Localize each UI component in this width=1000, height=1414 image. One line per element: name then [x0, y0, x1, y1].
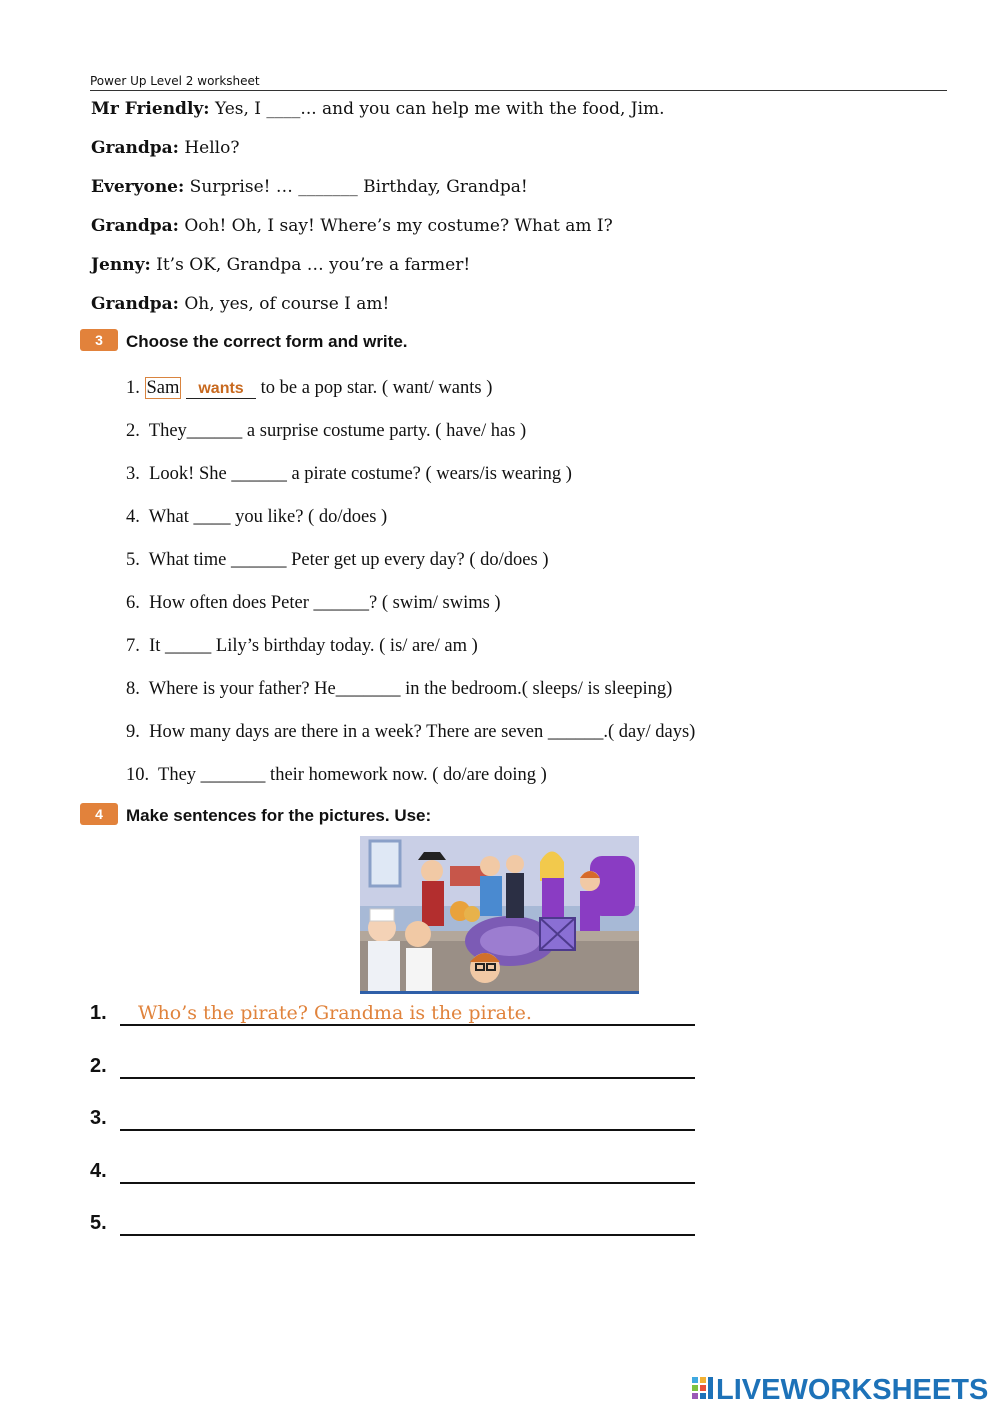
answer-rule[interactable] [120, 1182, 695, 1184]
task4-sentences [90, 1000, 710, 1263]
item-text: They _______ their homework now. ( do/are doing ) [149, 765, 547, 785]
liveworksheets-logo [692, 1374, 988, 1406]
exercise-item [126, 505, 826, 548]
line-text: Yes, I ____... and you can help me with the food, Jim. [209, 99, 665, 119]
item-number: 4. [126, 507, 140, 527]
exercise-item [126, 376, 826, 419]
speaker: Grandpa: [91, 294, 179, 314]
exercise-item [126, 634, 826, 677]
sentence-answer[interactable]: Who’s the pirate? Grandma is the pirate. [138, 1002, 532, 1024]
exercise-item [126, 720, 826, 763]
item-number: 6. [126, 593, 140, 613]
sentence-line [90, 1158, 710, 1211]
sentence-line [90, 1053, 710, 1106]
dialogue-block [91, 96, 951, 330]
sentence-number: 1. [90, 1002, 107, 1024]
task3-heading [80, 329, 880, 355]
exercise-item [126, 591, 826, 634]
dialogue-line [91, 291, 951, 330]
item-number: 1. [126, 378, 145, 398]
item-number: 8. [126, 679, 140, 699]
task4-heading [80, 803, 880, 829]
answer-rule[interactable] [120, 1077, 695, 1079]
sentence-number: 3. [90, 1107, 107, 1129]
item-text: It _____ Lily’s birthday today. ( is/ are/ am ) [139, 636, 478, 656]
item-number: 5. [126, 550, 140, 570]
line-text: It’s OK, Grandpa … you’re a farmer! [150, 255, 471, 275]
item-text: What time ______ Peter get up every day? ( do/does ) [139, 550, 549, 570]
item-text: to be a pop star. ( want/ wants ) [256, 378, 493, 398]
line-text: Surprise! … _______ Birthday, Grandpa! [184, 177, 528, 197]
speaker: Grandpa: [91, 138, 179, 158]
item-text: What ____ you like? ( do/does ) [139, 507, 388, 527]
logo-text: LIVEWORKSHEETS [716, 1373, 989, 1406]
answer-rule[interactable] [120, 1024, 695, 1026]
item-text: They______ a surprise costume party. ( have/ has ) [139, 421, 527, 441]
exercise-item [126, 419, 826, 462]
task3-title: Choose the correct form and write. [126, 332, 408, 351]
exercise-item [126, 462, 826, 505]
item-text: Look! She ______ a pirate costume? ( wears/is wearing ) [139, 464, 572, 484]
sentence-line [90, 1105, 710, 1158]
task4-badge: 4 [80, 803, 118, 825]
sentence-number: 4. [90, 1159, 107, 1182]
task3-exercise [126, 376, 826, 806]
answer-rule[interactable] [120, 1234, 695, 1236]
worksheet-header: Power Up Level 2 worksheet [90, 74, 947, 91]
dialogue-line [91, 96, 951, 135]
task3-badge: 3 [80, 329, 118, 351]
exercise-item [126, 763, 826, 806]
sentence-number: 2. [90, 1054, 107, 1077]
item-number: 3. [126, 464, 140, 484]
line-text: Ooh! Oh, I say! Where’s my costume? What am I? [178, 216, 613, 236]
party-illustration [360, 836, 639, 994]
item-number: 10. [126, 765, 150, 785]
item-text: How many days are there in a week? There are seven ______.( day/ days) [139, 722, 696, 742]
answer-rule[interactable] [120, 1129, 695, 1131]
logo-grid-icon [692, 1377, 714, 1403]
dialogue-line [91, 135, 951, 174]
dialogue-line [91, 213, 951, 252]
subject-box: Sam [146, 378, 180, 398]
item-number: 7. [126, 636, 140, 656]
exercise-item [126, 548, 826, 591]
item-number: 2. [126, 421, 140, 441]
dialogue-line [91, 252, 951, 291]
answer-field[interactable]: wants [186, 380, 256, 399]
speaker: Jenny: [91, 255, 151, 275]
dialogue-line [91, 174, 951, 213]
sentence-line [90, 1000, 710, 1053]
sentence-line [90, 1210, 710, 1263]
item-text: Where is your father? He_______ in the bedroom.( sleeps/ is sleeping) [139, 679, 673, 699]
item-text: How often does Peter ______? ( swim/ swims ) [139, 593, 501, 613]
line-text: Hello? [178, 138, 240, 158]
item-number: 9. [126, 722, 140, 742]
speaker: Grandpa: [91, 216, 179, 236]
speaker: Mr Friendly: [91, 99, 210, 119]
task4-title: Make sentences for the pictures. Use: [126, 806, 432, 825]
exercise-item [126, 677, 826, 720]
sentence-number: 5. [90, 1212, 107, 1234]
speaker: Everyone: [91, 177, 185, 197]
line-text: Oh, yes, of course I am! [178, 294, 390, 314]
